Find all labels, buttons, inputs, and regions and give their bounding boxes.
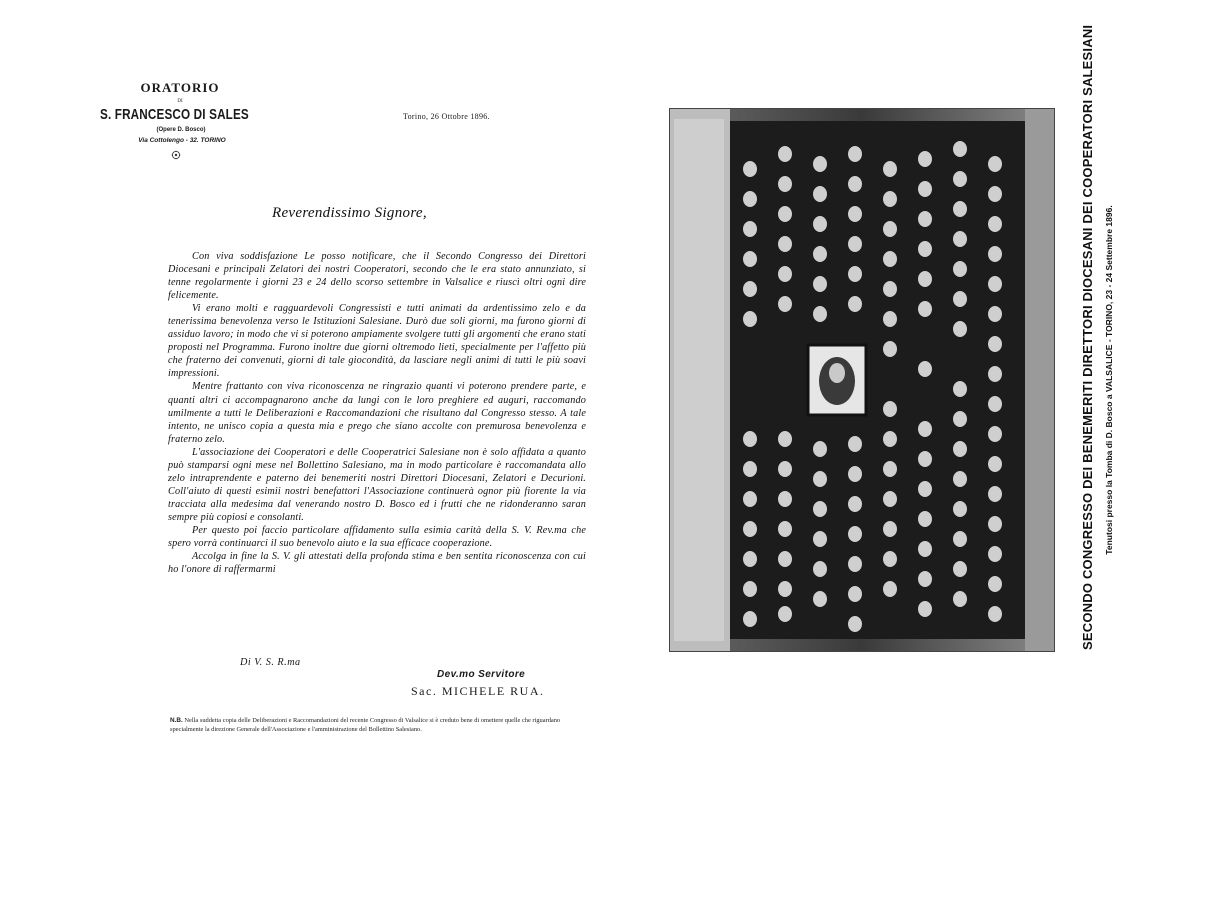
letterhead-oratorio: ORATORIO xyxy=(140,80,220,95)
body-paragraph: Vi erano molti e ragguardevoli Congressisti e tutti animati da ardentissimo zelo e da tenerissima benevolenza verso le Istituzioni Salesiane. Durò due soli giorni, ma furono giorni di assiduo lavoro; in modo che vi si poterono ampiamente svolgere tutti gli argomenti che erano stati proposti nel Programma. Furono inoltre due giorni oltremodo lieti, specialmente per l'affetto più che fraterno dei convenuti, giorni di tale giocondità, da lasciare negli animi di tutti le più soavi impressioni. xyxy=(168,303,586,380)
body-paragraph: Accolga in fine la S. V. gli attestati della profonda stima e ben sentita riconoscenza con cui ho l'onore di raffermarmi xyxy=(168,551,586,576)
letterhead-institution-name: S. FRANCESCO DI SALES xyxy=(100,106,249,123)
letterhead-di: DI xyxy=(177,99,183,104)
letterhead xyxy=(100,80,280,165)
nb-text: Nella suddetta copia delle Deliberazioni e Raccomandazioni del recente Congresso di Valsalice si è creduto bene di omettere quelle che riguardano specialmente la direzione Generale dell'Associazione e l'amministrazione del Bollettino Salesiano. xyxy=(170,717,561,733)
signoff-name: Sac. MICHELE RUA. xyxy=(411,684,545,698)
letter-date: Torino, 26 Ottobre 1896. xyxy=(403,112,490,121)
photo-caption-subtitle: Tenutosi presso la Tomba di D. Bosco a VALSALICE - TORINO, 23 - 24 Settembre 1896. xyxy=(1104,205,1114,555)
nb-lead: N.B. xyxy=(170,717,183,724)
photo-caption xyxy=(1080,24,1114,650)
signoff-title: Dev.mo Servitore xyxy=(437,669,526,680)
emblem-icon xyxy=(171,150,181,160)
closing-line: Di V. S. R.ma xyxy=(240,657,301,668)
group-photo-image xyxy=(670,109,1054,651)
letterhead-address: Via Cottolengo - 32. TORINO xyxy=(138,137,226,144)
body-paragraph: Mentre frattanto con viva riconoscenza ne ringrazio quanti vi poterono prendere parte, e quanti altri ci accompagnarono anche da lungi con le loro preghiere ed auguri, raccomando umilmente a tutti le Deliberazioni e Raccomandazioni che risultano dal Congresso stesso. A tale intento, ne unisco copia a questa mia e prego che siano accolte con premurosa benevolenza e fraterno zelo. xyxy=(168,381,586,445)
body-paragraph: L'associazione dei Cooperatori e delle Cooperatrici Salesiane non è solo affidata a quanto può stamparsi ogni mese nel Bollettino Salesiano, ma in modo particolare è raccomandata allo zelo intraprendente e paterno dei benemeriti nostri Direttori Diocesani, Zelatori e Decurioni. Coll'aiuto di questi esimii nostri benefattori l'Associazione continuerà ognor più fiorente la via tracciata alla medesima dal venerando nostro D. Bosco ed i frutti che ne ridonderanno saran sempre più copiosi e consolanti. xyxy=(168,446,586,523)
nb-note xyxy=(170,716,590,734)
photo-caption-title: SECONDO CONGRESSO DEI BENEMERITI DIRETTORI DIOCESANI DEI COOPERATORI SALESIANI xyxy=(1080,24,1095,650)
body-paragraph: Per questo poi faccio particolare affidamento sulla esimia carità della S. V. Rev.ma che spero vorrà continuarci il suo benevolo aiuto e la sua efficace cooperazione. xyxy=(168,524,586,550)
letterhead-opere: (Opere D. Bosco) xyxy=(156,127,206,133)
body-paragraph: Con viva soddisfazione Le posso notificare, che il Secondo Congresso dei Direttori Diocesani e principali Zelatori dei nostri Cooperatori, secondo che le era stato annunziato, si tenne regolarmente i giorni 23 e 24 dello scorso settembre in Valsalice e riuscì oltri ogni dire felicemente. xyxy=(168,251,586,302)
letter-body xyxy=(168,250,586,576)
group-photograph xyxy=(669,108,1055,652)
salutation: Reverendissimo Signore, xyxy=(272,205,427,221)
